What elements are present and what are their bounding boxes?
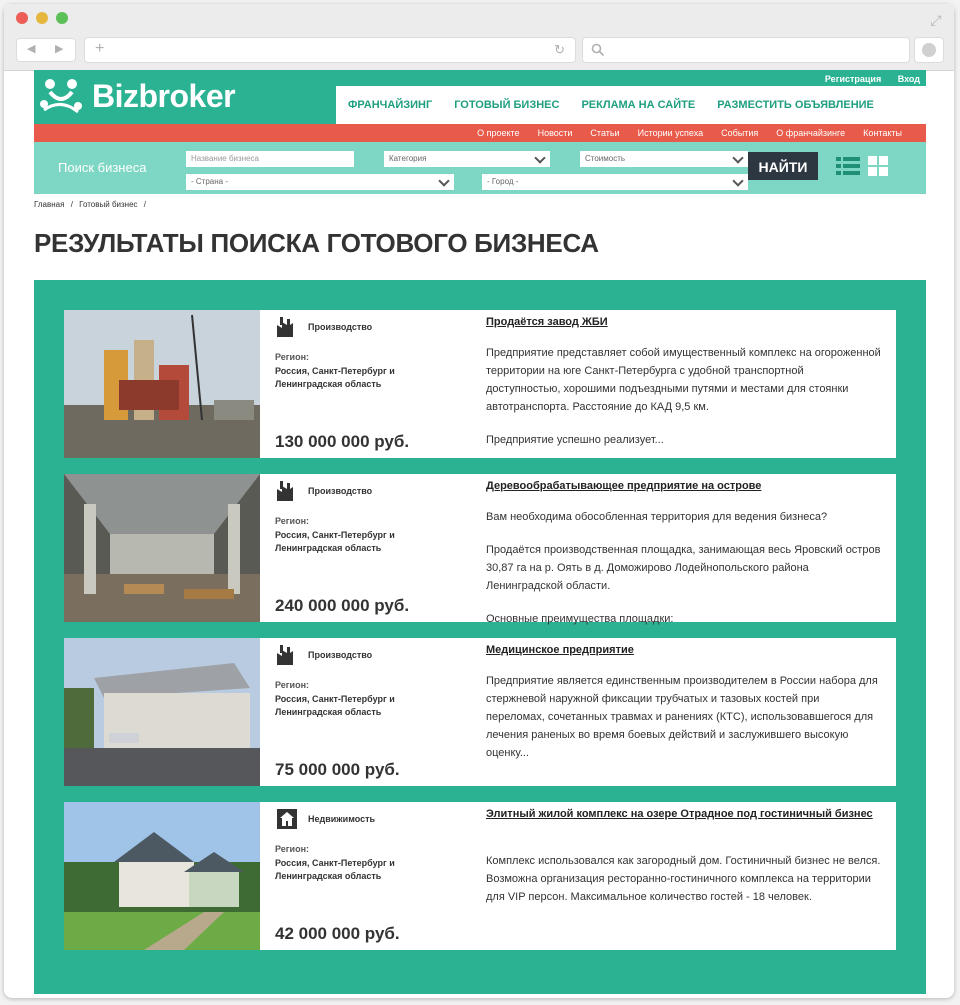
breadcrumb-separator: / [70, 200, 73, 209]
breadcrumb-ready-business[interactable]: Готовый бизнес [79, 200, 138, 209]
result-category [276, 808, 375, 830]
region-label: Регион: [275, 516, 309, 526]
result-category [276, 316, 372, 338]
minimize-window-button[interactable] [36, 12, 48, 24]
nav-post-ad[interactable]: РАЗМЕСТИТЬ ОБЪЯВЛЕНИЕ [717, 99, 874, 111]
region-label: Регион: [275, 352, 309, 362]
breadcrumb [34, 200, 150, 209]
result-card[interactable] [64, 474, 896, 625]
result-region: Россия, Санкт-Петербург и Ленинградская область [275, 530, 395, 553]
result-title-link[interactable]: Элитный жилой комплекс на озере Отрадное под гостиничный бизнес [486, 808, 873, 820]
result-description-paragraph: Предприятие успешно реализует... [486, 434, 664, 446]
back-icon[interactable]: ◀ [27, 43, 36, 55]
main-nav [336, 86, 926, 124]
list-view-icon[interactable] [836, 156, 860, 176]
result-description-paragraph: Основные преимущества площадки: [486, 613, 674, 625]
subnav-articles[interactable]: Статьи [590, 128, 620, 138]
subnav-contacts[interactable]: Контакты [863, 128, 902, 138]
result-photo[interactable] [64, 802, 260, 950]
logo-text: Bizbroker [92, 77, 236, 114]
browser-chrome [4, 4, 954, 71]
history-nav [16, 38, 76, 62]
browser-search-input[interactable] [582, 37, 910, 63]
result-category-label: Недвижимость [308, 814, 376, 824]
fullscreen-icon[interactable]: ⤢ [930, 12, 942, 28]
result-description-paragraph: Предприятие является единственным производителем в России набора для стержневой наружной фиксации трубчатых и тазовых костей при переломах, сочетанных травмах и ранениях (КТС), использовавшегося для лечения раненых во время боевых действий и заслужившего высокую оценку... [486, 675, 878, 759]
breadcrumb-separator: / [143, 200, 146, 209]
subnav-success-stories[interactable]: Истории успеха [637, 128, 704, 138]
result-category-label: Производство [308, 322, 373, 332]
result-description [486, 508, 881, 625]
logo-icon [40, 76, 86, 116]
chevron-down-icon [732, 175, 743, 186]
result-price: 240 000 000 руб. [275, 596, 410, 615]
result-title-link[interactable]: Медицинское предприятие [486, 644, 634, 656]
region-label: Регион: [275, 680, 309, 690]
result-category-label: Производство [308, 650, 373, 660]
nav-ready-business[interactable]: ГОТОВЫЙ БИЗНЕС [454, 99, 560, 111]
grid-view-icon[interactable] [868, 156, 888, 176]
result-description [486, 672, 881, 782]
new-tab-icon[interactable]: + [95, 40, 105, 57]
medical-building-photo [64, 638, 260, 786]
address-bar[interactable] [84, 37, 576, 63]
result-description-paragraph: Вам необходима обособленная территория для ведения бизнеса? [486, 511, 828, 523]
result-price: 130 000 000 руб. [275, 432, 410, 451]
result-price: 42 000 000 руб. [275, 924, 400, 943]
reload-icon[interactable]: ↻ [554, 42, 565, 57]
page-title: РЕЗУЛЬТАТЫ ПОИСКА ГОТОВОГО БИЗНЕСА [34, 228, 599, 258]
results-list [34, 280, 926, 994]
category-select-value: Категория [389, 154, 427, 163]
subnav-about-franchising[interactable]: О франчайзинге [776, 128, 846, 138]
forward-icon[interactable]: ▶ [55, 43, 64, 55]
nav-franchising[interactable]: ФРАНЧАЙЗИНГ [348, 99, 433, 111]
region-label: Регион: [275, 844, 309, 854]
result-description [486, 344, 881, 454]
factory-icon [276, 644, 298, 666]
country-select[interactable] [186, 174, 454, 190]
result-photo[interactable] [64, 474, 260, 622]
concrete-plant-photo [64, 310, 260, 458]
result-description-paragraph: Предприятие представляет собой имущественный комплекс на огороженной территории на юге Санкт-Петербурга с удобной транспортной доступностью, хорошими подъездными путями и местами для стоянки автотранспорта. Расстояние до КАД 9,5 км. [486, 347, 881, 413]
factory-icon [276, 480, 298, 502]
result-photo[interactable] [64, 638, 260, 786]
result-photo[interactable] [64, 310, 260, 458]
subnav-about[interactable]: О проекте [477, 128, 520, 138]
extension-button[interactable] [914, 37, 944, 63]
search-panel-label: Поиск бизнеса [58, 160, 147, 175]
chevron-down-icon [438, 175, 449, 186]
search-panel [34, 142, 926, 194]
house-icon [276, 808, 298, 830]
country-house-photo [64, 802, 260, 950]
chevron-down-icon [732, 152, 743, 163]
result-price: 75 000 000 руб. [275, 760, 400, 779]
subnav-events[interactable]: События [721, 128, 759, 138]
factory-icon [276, 316, 298, 338]
result-description-paragraph: Продаётся производственная площадка, занимающая весь Яровский остров 30,87 га на р. Оять в д. Доможирово Лодейнопольского района Ленинградской области. [486, 544, 881, 592]
warehouse-photo [64, 474, 260, 622]
result-card[interactable] [64, 802, 896, 950]
nav-advertising[interactable]: РЕКЛАМА НА САЙТЕ [581, 99, 696, 111]
city-select[interactable] [482, 174, 748, 190]
cost-select[interactable] [580, 151, 748, 167]
auth-links [811, 74, 920, 84]
result-title-link[interactable]: Деревообрабатывающее предприятие на острове [486, 480, 762, 492]
result-description-paragraph: Комплекс использовался как загородный дом. Гостиничный бизнес не велся. Возможна организация ресторанно-гостиничного комплекса на территории для VIP персон. Максимальное количество гостей - 18 человек. [486, 855, 881, 903]
chevron-down-icon [534, 152, 545, 163]
login-link[interactable]: Вход [897, 74, 920, 84]
result-category [276, 644, 372, 666]
result-region: Россия, Санкт-Петербург и Ленинградская область [275, 858, 395, 881]
close-window-button[interactable] [16, 12, 28, 24]
result-region: Россия, Санкт-Петербург и Ленинградская область [275, 694, 395, 717]
search-icon [591, 43, 605, 57]
maximize-window-button[interactable] [56, 12, 68, 24]
sub-nav [34, 124, 926, 142]
find-button[interactable]: НАЙТИ [748, 152, 818, 180]
cost-select-value: Стоимость [585, 154, 626, 163]
site-header [34, 70, 926, 124]
website [34, 70, 926, 943]
city-select-value: - Город - [487, 177, 519, 186]
result-category-label: Производство [308, 486, 373, 496]
result-title-link[interactable]: Продаётся завод ЖБИ [486, 316, 608, 328]
result-category [276, 480, 372, 502]
register-link[interactable]: Регистрация [824, 74, 882, 84]
result-card[interactable] [64, 638, 896, 786]
breadcrumb-home[interactable]: Главная [34, 200, 65, 209]
business-name-input[interactable]: Название бизнеса [186, 151, 354, 167]
logo[interactable] [40, 76, 235, 116]
result-region: Россия, Санкт-Петербург и Ленинградская область [275, 366, 395, 389]
result-card[interactable] [64, 310, 896, 458]
browser-window [4, 4, 954, 998]
country-select-value: - Страна - [191, 177, 228, 186]
subnav-news[interactable]: Новости [537, 128, 573, 138]
extension-icon [922, 43, 936, 57]
result-description [486, 852, 881, 962]
category-select[interactable] [384, 151, 550, 167]
